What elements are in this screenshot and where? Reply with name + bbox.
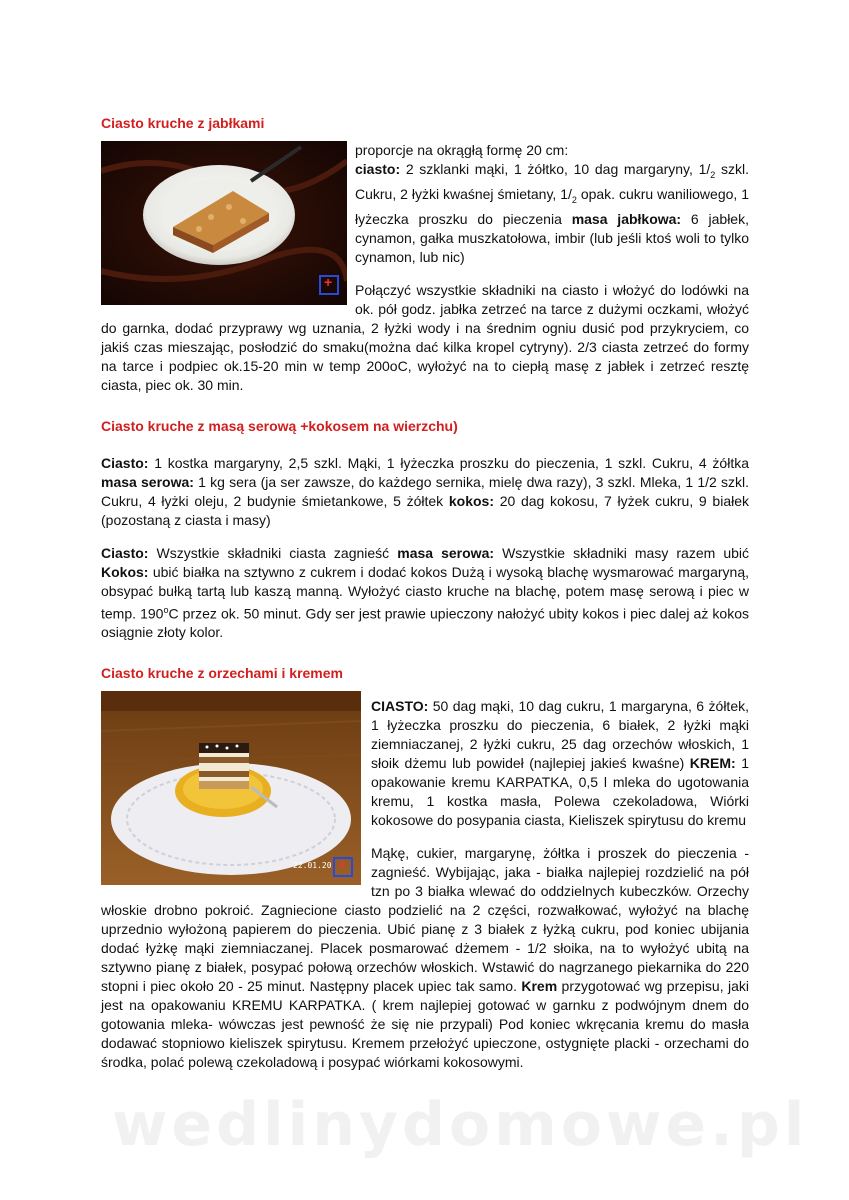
recipe-title: Ciasto kruche z jabłkami <box>101 115 265 131</box>
recipe-title: Ciasto kruche z orzechami i kremem <box>101 665 343 682</box>
walnut-cake-image <box>101 691 361 885</box>
zoom-icon[interactable] <box>319 275 339 295</box>
recipe-method: Ciasto: Wszystkie składniki ciasta zagnieść masa serowa: Wszystkie składniki masy razem ubić Kokos: ubić białka na sztywno z cukrem i dodać kokos Dużą i wysoką blachę wysmarować margaryną, obsypać bułką tartą lub kaszą manną. Wyłożyć ciasto kruche na blachę, potem masę serową i piec w temp. 190$^o$C przez ok. 50 minut. Gdy ser jest prawie upieczony nałożyć ubity kokos i piec dalej aż kokos osiągnie złoty kolor. <box>101 544 750 641</box>
recipe-cheese <box>101 417 749 643</box>
recipe-method: Mąkę, cukier, margarynę, żółtka i proszek do pieczenia - zagnieść. Wybijając, jaka - białka najlepiej rozdzielić na pół tzn po 3 białka wlewać do oddzielnych kubeczków. Orzechy włoskie drobno pokroić. Zagniecione ciasto podzielić na 2 części, rozwałkować, wyłożyć na blachę uprzednio wyłożoną papierem do pieczenia. Ubić pianę z 3 białek z łyżką cukru, pod koniec ubijania dodać łyżkę mąki ziemniaczanej. Placek posmarować dżemem - 1/2 słoika, na to wyłożyć ubitą na sztywno pianę z białek, posypać połową orzechów włoskich. Wstawić do nagrzanego piekarnika do 220 stopni i piec około 20 - 25 minut. Następny placek upiec tak samo. Krem przygotować wg przepisu, jaki jest na opakowaniu KREMU KARPATKA. ( krem najlepiej gotować w garnku z podwójnym dnem do gotowania mleka- wówczas jest pewność że się nie przypali) Pod koniec wkręcania kremu do masła dodawać stopniowo kieliszek spirytusu. Kremem przełożyć upieczone, ostygnięte placki - orzechami do środka, polać polewą czekoladową i posypać wiórkami kokosowymi. <box>101 845 749 1071</box>
cake-photo-walnut <box>101 691 361 885</box>
apple-cake-image <box>101 141 347 305</box>
cake-photo-apple <box>101 141 347 305</box>
recipe-ingredients: Ciasto: 1 kostka margaryny, 2,5 szkl. Mąki, 1 łyżeczka proszku do pieczenia, 1 szkl. Cukru, 4 żółtka masa serowa: 1 kg sera (ja ser zawsze, do każdego sernika, mielę dwa razy), 3 szkl. Mleka, 1 1/2 szkl. Cukru, 4 łyżki oleju, 2 budynie śmietankowe, 5 żółtek kokos: 20 dag kokosu, 7 łyżek cukru, 9 białek (pozostaną z ciasta i masy) <box>101 454 749 528</box>
document-page <box>101 114 749 1094</box>
recipe-title: Ciasto kruche z masą serową +kokosem na wierzchu) <box>101 417 458 434</box>
recipe-ingredients: proporcje na okrągłą formę 20 cm: ciasto: 2 szklanki mąki, 1 żółtko, 10 dag margaryny, $1/_2$ szkl. Cukru, 2 łyżki kwaśnej śmietany, $1/_2$ opak. cukru waniliowego, 1 łyżeczka proszku do pieczenia masa jabłkowa: 6 jabłek, cynamon, gałka muszkatołowa, imbir (lub jeśli ktoś woli to tylko cynamon, lub nic) <box>355 142 749 265</box>
recipe-ingredients: CIASTO: 50 dag mąki, 10 dag cukru, 1 margaryna, 6 żółtek, 1 łyżeczka proszku do pieczenia, 6 białek, 2 łyżki mąki ziemniaczanej, 2 łyżki cukru, 25 dag orzechów włoskich, 1 słoik dżemu lub powideł (najlepiej jakieś kwaśne) KREM: 1 opakowanie kremu KARPATKA, 0,5 l mleka do ugotowania kremu, 1 kostka masła, Polewa czekoladowa, Wiórki kokosowe do posypania ciasta, Kieliszek spirytusu do kremu <box>371 698 749 829</box>
watermark: wedlinydomowe.pl <box>112 1090 809 1160</box>
recipe-method: Połączyć wszystkie składniki na ciasto i włożyć do lodówki na ok. pół godz. jabłka zetrzeć na tarce z dużymi oczkami, włożyć do garnka, dodać przyprawy wg uznania, 2 łyżki wody i na średnim ogniu dusić pod przykryciem, co jakiś czas mieszając, posłodzić do smaku(można dać kilka kropel cytryny). 2/3 ciasta zetrzeć do formy na tarce i podpiec ok.15-20 min w temp 200oC, wyłożyć na to ciepłą masę z jabłek i zetrzeć resztę ciasta, piec ok. 30 min. <box>101 281 749 393</box>
photo-date-stamp: 22.01.20 <box>293 861 332 871</box>
recipe-apple <box>101 114 749 395</box>
zoom-icon[interactable] <box>333 857 353 877</box>
recipe-walnut <box>101 664 749 1072</box>
